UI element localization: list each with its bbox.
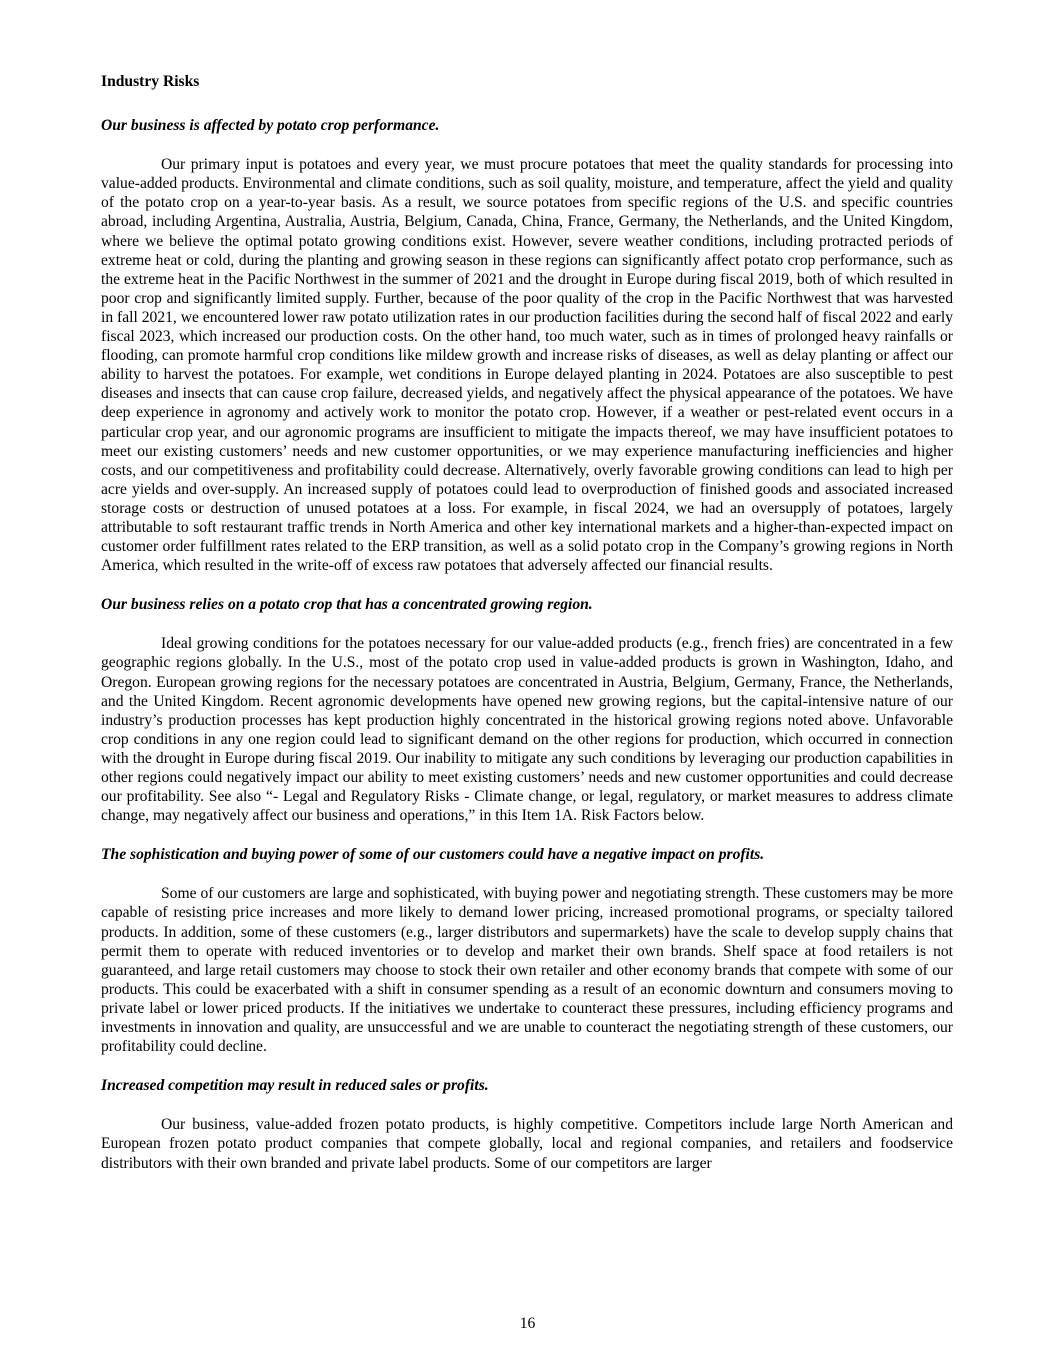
risk-heading-customer-buying-power: The sophistication and buying power of some of our customers could have a negative impact on profits. [101, 846, 765, 864]
risk-paragraph-concentrated-region: Ideal growing conditions for the potatoes necessary for our value-added products (e.g., french fries) are concentrated in a few geographic regions globally. In the U.S., most of the potato crop used in value-added products is grown in Washington, Idaho, and Oregon. European growing regions for the necessary potatoes are concentrated in Austria, Belgium, Germany, France, the Netherlands, and the United Kingdom. Recent agronomic developments have opened new growing regions, but the capital-intensive nature of our industry’s production processes has kept production highly concentrated in the historical growing regions noted above. Unfavorable crop conditions in any one region could lead to significant demand on the other regions for production, which occurred in connection with the drought in Europe during fiscal 2019. Our inability to mitigate any such conditions by leveraging our production capabilities in other regions could negatively impact our ability to meet existing customers’ needs and new customer opportunities and could decrease our profitability. See also “- Legal and Regulatory Risks - Climate change, or legal, regulatory, or market measures to address climate change, may negatively affect our business and operations,” in this Item 1A. Risk Factors below. [101, 635, 953, 825]
risk-paragraph-customer-buying-power: Some of our customers are large and sophisticated, with buying power and negotiating strength. These customers may be more capable of resisting price increases and more likely to demand lower pricing, increased promotional programs, or specialty tailored products. In addition, some of these customers (e.g., larger distributors and supermarkets) have the scale to develop supply chains that permit them to operate with reduced inventories or to develop and market their own brands. Shelf space at food retailers is not guaranteed, and large retail customers may choose to stock their own retailer and other economy brands that compete with some of our products. This could be exacerbated with a shift in consumer spending as a result of an economic downturn and consumers moving to private label or lower priced products. If the initiatives we undertake to counteract these pressures, including efficiency programs and investments in innovation and quality, are unsuccessful and we are unable to counteract the negotiating strength of these customers, our profitability could decline. [101, 885, 953, 1056]
risk-heading-increased-competition: Increased competition may result in reduced sales or profits. [101, 1077, 489, 1095]
document-page [101, 72, 953, 1193]
section-title: Industry Risks [101, 73, 200, 90]
risk-paragraph-increased-competition: Our business, value-added frozen potato products, is highly competitive. Competitors include large North American and European frozen potato product companies that compete globally, local and regional companies, and retailers and foodservice distributors with their own branded and private label products. Some of our competitors are larger [101, 1116, 953, 1172]
risk-paragraph-crop-performance: Our primary input is potatoes and every year, we must procure potatoes that meet the quality standards for processing into value-added products. Environmental and climate conditions, such as soil quality, moisture, and temperature, affect the yield and quality of the potato crop on a year-to-year basis. As a result, we source potatoes from specific regions of the U.S. and specific countries abroad, including Argentina, Australia, Austria, Belgium, Canada, China, France, Germany, the Netherlands, and the United Kingdom, where we believe the optimal potato growing conditions exist. However, severe weather conditions, including protracted periods of extreme heat or cold, during the planting and growing season in these regions can significantly affect potato crop performance, such as the extreme heat in the Pacific Northwest in the summer of 2021 and the drought in Europe during fiscal 2019, both of which resulted in poor crop and significantly limited supply. Further, because of the poor quality of the crop in the Pacific Northwest that was harvested in fall 2021, we encountered lower raw potato utilization rates in our production facilities during the second half of fiscal 2022 and early fiscal 2023, which increased our production costs. On the other hand, too much water, such as in times of prolonged heavy rainfalls or flooding, can promote harmful crop conditions like mildew growth and increase risks of diseases, as well as delay planting or affect our ability to harvest the potatoes. For example, wet conditions in Europe delayed planting in 2024. Potatoes are also susceptible to pest diseases and insects that can cause crop failure, decreased yields, and negatively affect the physical appearance of the potatoes. We have deep experience in agronomy and actively work to monitor the potato crop. However, if a weather or pest-related event occurs in a particular crop year, and our agronomic programs are insufficient to mitigate the impacts thereof, we may have insufficient potatoes to meet our existing customers’ needs and new customer opportunities, or we may experience manufacturing inefficiencies and higher costs, and our competitiveness and profitability could decrease. Alternatively, overly favorable growing conditions can lead to high per acre yields and over-supply. An increased supply of potatoes could lead to overproduction of finished goods and associated increased storage costs or destruction of unused potatoes at a loss. For example, in fiscal 2024, we had an oversupply of potatoes, largely attributable to soft restaurant traffic trends in North America and other key international markets and a higher-than-expected impact on customer order fulfillment rates related to the ERP transition, as well as a solid potato crop in the Company’s growing regions in North America, which resulted in the write-off of excess raw potatoes that adversely affected our financial results. [101, 156, 953, 575]
risk-heading-crop-performance: Our business is affected by potato crop performance. [101, 117, 440, 135]
page-number: 16 [519, 1315, 536, 1332]
risk-heading-concentrated-region: Our business relies on a potato crop that has a concentrated growing region. [101, 596, 593, 614]
